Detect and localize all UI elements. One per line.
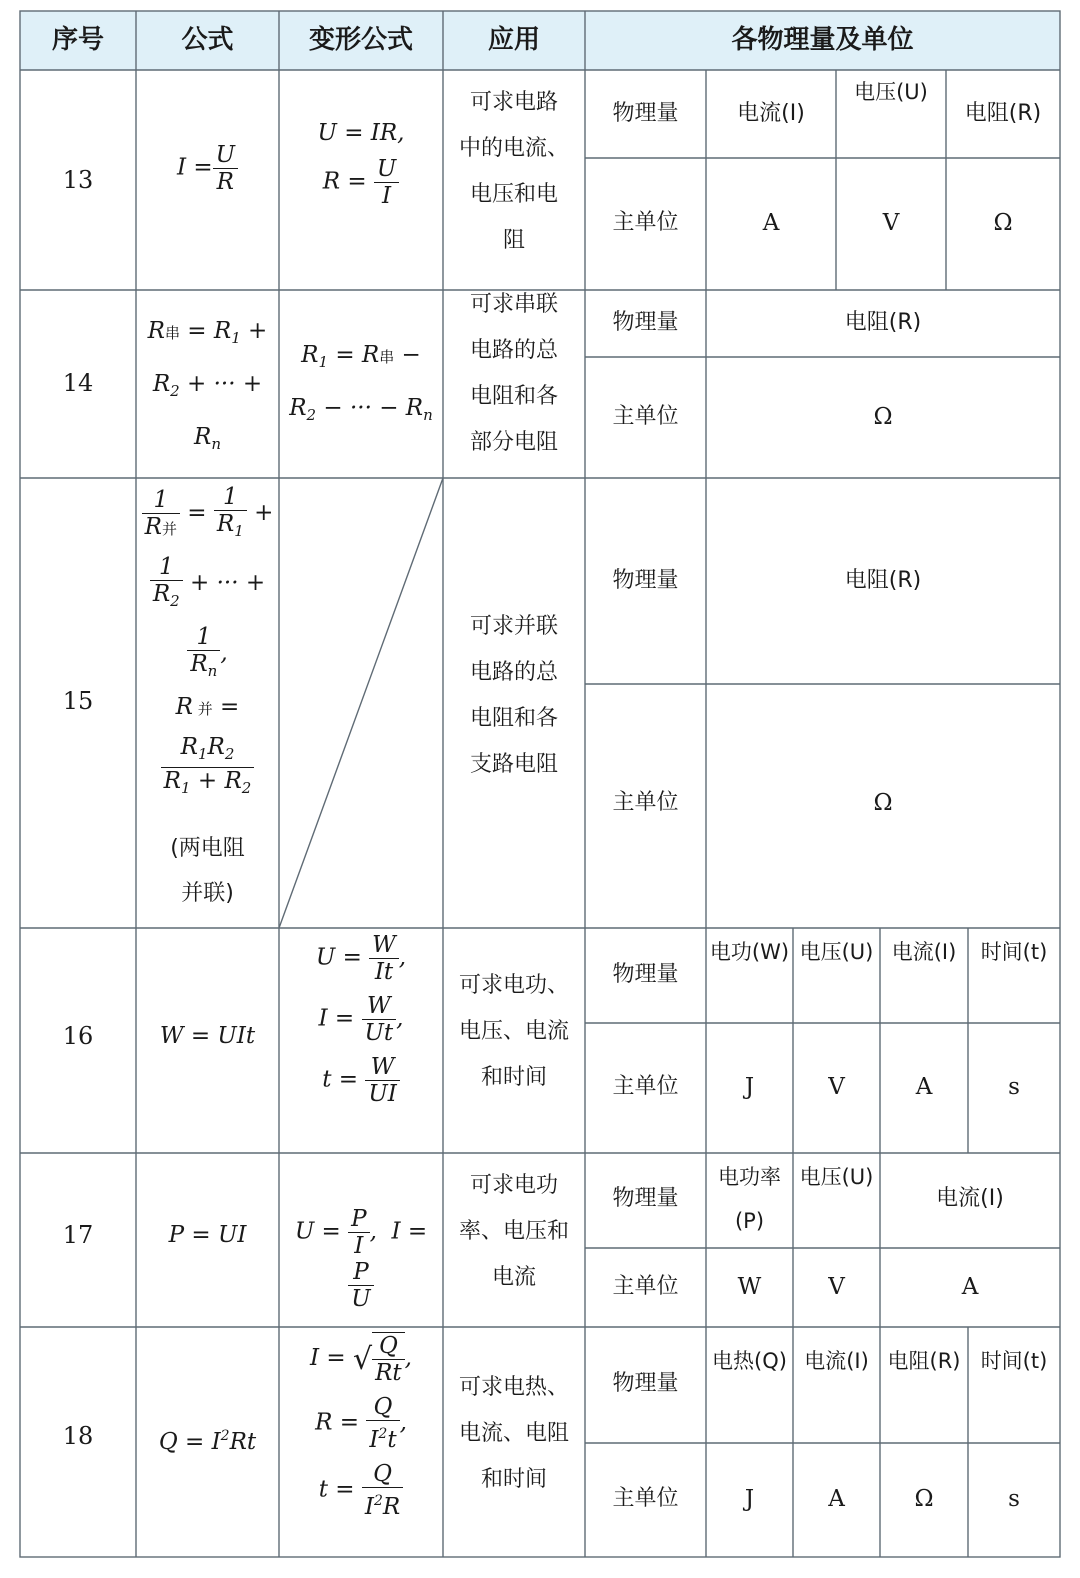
row-18-unit-heat: J (744, 1486, 755, 1512)
row-16-quantity-current: 电流(I) (891, 940, 957, 964)
row-15-formula-note-1: (两电阻 (170, 836, 245, 861)
row-16-unit-current: A (915, 1074, 933, 1100)
row-18-unit-resistance: Ω (914, 1486, 934, 1512)
row-17-application-line-2: 率、电压和 (458, 1219, 569, 1244)
row-15-formula: $\frac{1}{\text{R并}}$ = $\frac{1}{R_1}$ + $\frac{1}{R_2}$ + ··· + $\frac{1}{R_n}$ , R 并 = $\frac{R_1R_2}{R_1 + R_2}$ (136, 484, 279, 801)
header-formula: 公式 (181, 25, 234, 55)
row-18-unit-time: s (1008, 1486, 1020, 1512)
row-14-quantity-label: 物理量 (612, 310, 679, 335)
row-17-application-line-3: 电流 (491, 1265, 536, 1290)
row-18-application-line-2: 电流、电阻 (458, 1421, 569, 1446)
row-17-quantity-current: 电流(I) (936, 1186, 1004, 1211)
row-13-application-line-3: 电压和电 (469, 182, 558, 207)
row-15-quantity-resistance: 电阻(R) (844, 568, 922, 593)
row-15-quantity-label: 物理量 (612, 568, 679, 593)
row-18-unit-current: A (828, 1486, 845, 1512)
row-13-variants: U = IR, R = $\frac{U}{I}$ (317, 120, 405, 209)
row-17-unit-voltage: V (828, 1274, 845, 1300)
row-14-unit-resistance: Ω (873, 404, 893, 430)
row-18-quantity-resistance: 电阻(R) (887, 1349, 961, 1373)
row-14-quantity-resistance: 电阻(R) (844, 310, 922, 335)
row-16-quantity-label: 物理量 (612, 962, 679, 987)
row-18-formula: $Q = I^2Rt$ (158, 1428, 257, 1455)
row-17-unit-power: W (737, 1274, 762, 1300)
row-17-unit-current: A (961, 1274, 979, 1300)
header-index: 序号 (51, 25, 104, 55)
row-16-unit-voltage: V (828, 1074, 845, 1100)
row-18-quantity-label: 物理量 (612, 1371, 679, 1396)
row-17-application-line-1: 可求电功 (469, 1173, 558, 1198)
row-17-quantity-voltage: 电压(U) (799, 1165, 874, 1189)
row-16-application-line-2: 电压、电流 (458, 1019, 569, 1044)
row-16-application-line-1: 可求电功、 (458, 973, 569, 998)
row-13-quantity-current: 电流(I) (737, 101, 805, 126)
row-16-quantity-time: 时间(t) (980, 940, 1048, 964)
row-15-application-line-3: 电阻和各 (469, 706, 558, 731)
row-15-unit-resistance: Ω (873, 790, 893, 816)
row-18-index: 18 (62, 1422, 94, 1450)
row-14-index: 14 (62, 369, 94, 397)
row-18-quantity-current: 电流(I) (804, 1349, 869, 1373)
row-15-application-line-1: 可求并联 (469, 614, 558, 639)
row-13-index: 13 (62, 166, 94, 194)
row-18-quantity-time: 时间(t) (980, 1349, 1048, 1373)
row-16-variants: U = $\frac{W}{It}$ , I = $\frac{W}{Ut}$ , t = $\frac{W}{UI}$ (315, 932, 407, 1107)
row-14-application-line-4: 部分电阻 (469, 430, 558, 455)
header-application: 应用 (487, 25, 540, 55)
row-13-unit-label: 主单位 (612, 210, 679, 235)
row-13-formula: I = $\frac{U}{R}$ (136, 142, 279, 195)
row-15-unit-label: 主单位 (612, 790, 679, 815)
row-16-application-line-3: 和时间 (480, 1065, 547, 1090)
row-14-application-line-1: 可求串联 (469, 292, 558, 317)
row-14-unit-label: 主单位 (612, 404, 679, 429)
row-13-unit-voltage: V (882, 210, 900, 236)
row-18-application-line-1: 可求电热、 (458, 1375, 569, 1400)
row-14-formula: R串 = $R_1$ + $R_2$ + ··· + $R_n$ (147, 318, 268, 453)
row-15-index: 15 (62, 687, 94, 715)
row-16-quantity-work: 电功(W) (709, 940, 790, 964)
row-15-application-line-2: 电路的总 (469, 660, 558, 685)
row-15-formula-note-2: 并联) (181, 881, 234, 906)
row-14-variants: $R_1 = R$串 − $R_2$ − ··· − $R_n$ (289, 342, 433, 424)
row-17-variants: U = $\frac{P}{I}$ , I = $\frac{P}{U}$ (294, 1206, 428, 1312)
row-18-unit-label: 主单位 (612, 1486, 679, 1511)
row-18-variants: I = √ $\frac{Q}{Rt}$ , R = $\frac{Q}{I^2t}$ , t = $\frac{Q}{I^2R}$ (310, 1333, 412, 1520)
row-13-unit-current: A (762, 210, 780, 236)
row-17-formula: P = UI (168, 1222, 247, 1248)
row-13-unit-resistance: Ω (993, 210, 1013, 236)
header-variant-formula: 变形公式 (308, 25, 413, 55)
row-13-application-line-4: 阻 (502, 228, 525, 253)
row-14-application-line-3: 电阻和各 (469, 384, 558, 409)
row-18-quantity-heat: 电热(Q) (712, 1349, 787, 1373)
row-13-quantity-resistance: 电阻(R) (964, 101, 1042, 126)
row-16-formula: W = UIt (159, 1023, 256, 1049)
row-16-quantity-voltage: 电压(U) (799, 940, 874, 964)
header-quantities-units: 各物理量及单位 (731, 25, 914, 55)
row-13-application-line-1: 可求电路 (469, 90, 558, 115)
row-13-application-line-2: 中的电流、 (458, 136, 569, 161)
row-13-quantity-voltage: 电压(U) (854, 80, 928, 104)
row-14-application-line-2: 电路的总 (469, 338, 558, 363)
row-18-application-line-3: 和时间 (480, 1467, 547, 1492)
row-16-unit-label: 主单位 (612, 1074, 679, 1099)
row-16-unit-time: s (1008, 1074, 1020, 1100)
row-17-unit-label: 主单位 (612, 1274, 679, 1299)
row-16-index: 16 (62, 1022, 94, 1050)
row-17-index: 17 (62, 1221, 94, 1249)
row-17-quantity-label: 物理量 (612, 1186, 679, 1211)
row-17-quantity-power: 电功率(P) (718, 1165, 781, 1233)
row-13-quantity-label: 物理量 (612, 101, 679, 126)
row-15-application-line-4: 支路电阻 (469, 752, 558, 777)
row-16-unit-work: J (744, 1074, 755, 1100)
